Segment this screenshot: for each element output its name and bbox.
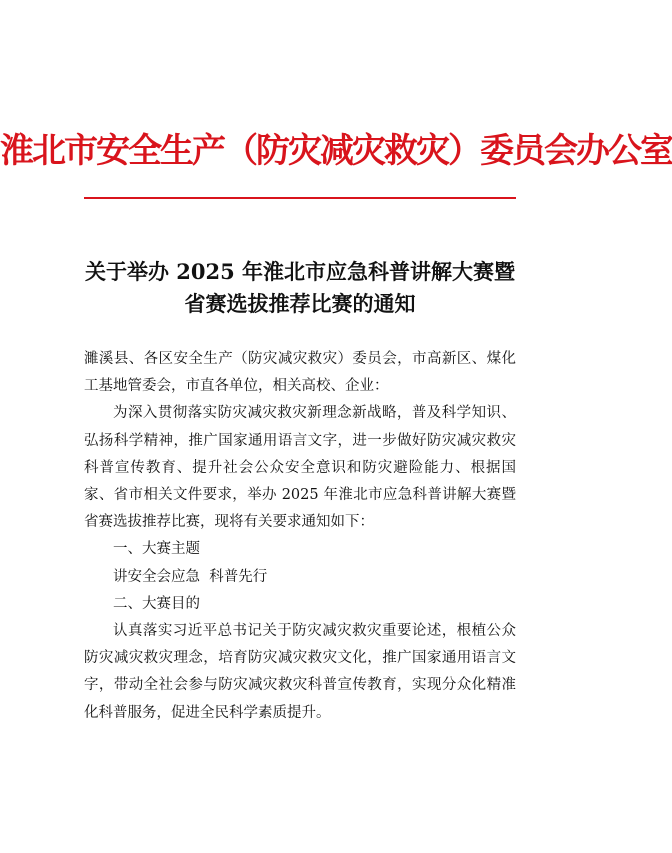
section-1-content: 讲安全会应急 科普先行 (113, 568, 268, 585)
document-title-line-2: 省赛选拔推荐比赛的通知 (184, 291, 416, 316)
section-2-heading: 二、大赛目的 (113, 595, 200, 612)
recipients-paragraph: 濉溪县、各区安全生产（防灾减灾救灾）委员会，市高新区、煤化工基地管委会，市直各单位，相关高校、企业： (84, 351, 516, 395)
intro-paragraph: 为深入贯彻落实防灾减灾救灾新理念新战略，普及科学知识、弘扬科学精神，推广国家通用语言文字，进一步做好防灾减灾救灾科普宣传教育、提升社会公众安全意识和防灾避险能力、根据国家、省市相关文件要求，举办 2025 年淮北市应急科普讲解大赛暨省赛选拔推荐比赛，现将有关要求通知如下： (84, 405, 516, 531)
header-divider (84, 197, 516, 199)
section-2-content: 认真落实习近平总书记关于防灾减灾救灾重要论述，根植公众防灾减灾救灾理念，培育防灾减灾救灾文化，推广国家通用语言文字，带动全社会参与防灾减灾救灾科普宣传教育，实现分众化精准化科普服务，促进全民科学素质提升。 (84, 623, 516, 721)
section-1-heading: 一、大赛主题 (113, 541, 200, 558)
org-header-title: 淮北市安全生产（防灾减灾救灾）委员会办公室 (0, 131, 672, 171)
document-title (40, 256, 560, 320)
document-body (84, 346, 516, 727)
document-title-line-1: 关于举办 2025 年淮北市应急科普讲解大赛暨 (84, 259, 516, 284)
